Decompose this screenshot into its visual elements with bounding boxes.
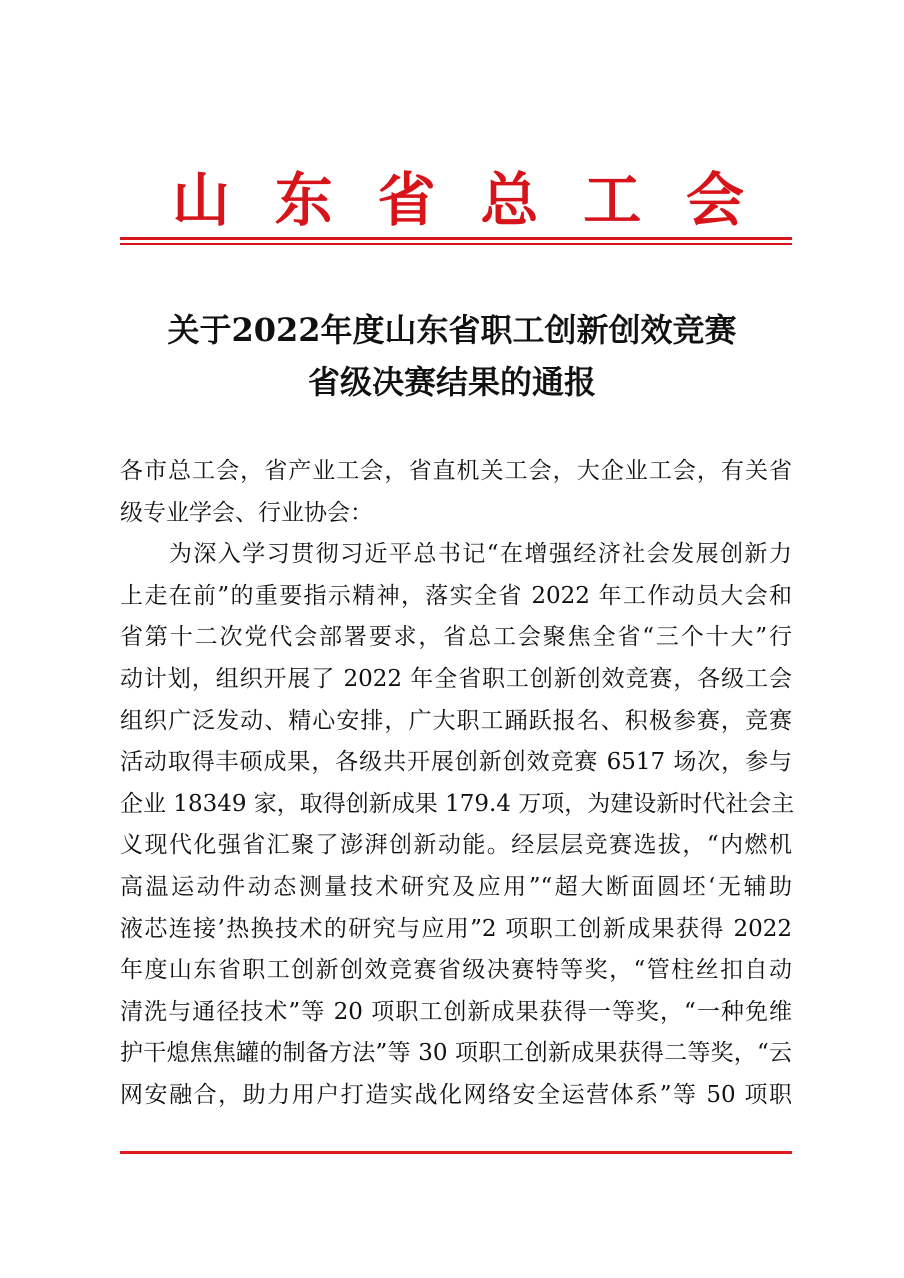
masthead-char: 省 — [377, 166, 436, 234]
body-line: 各市总工会，省产业工会，省直机关工会，大企业工会，有关省 — [120, 458, 792, 484]
body-line: 为深入学习贯彻习近平总书记“在增强经济社会发展创新力 — [120, 541, 792, 568]
body-line: 活动取得丰硕成果，各级共开展创新创效竞赛 6517 场次，参与 — [120, 749, 792, 776]
body-line: 高温运动件动态测量技术研究及应用”“超大断面圆坯‘无辅助 — [120, 873, 792, 900]
body-line: 年度山东省职工创新创效竞赛省级决赛特等奖，“管柱丝扣自动 — [120, 957, 792, 984]
body-line: 动计划，组织开展了 2022 年全省职工创新创效竞赛，各级工会 — [120, 665, 792, 692]
document-body — [120, 451, 795, 1117]
body-line: 省第十二次党代会部署要求，省总工会聚焦全省“三个十大”行 — [120, 624, 792, 651]
body-line: 清洗与通径技术”等 20 项职工创新成果获得一等奖，“一种免维 — [120, 998, 792, 1025]
footer-divider — [120, 1151, 792, 1154]
body-line: 护干熄焦焦罐的制备方法”等 30 项职工创新成果获得二等奖，“云 — [120, 1040, 792, 1067]
masthead-char: 东 — [274, 166, 333, 234]
header-divider-thin — [120, 243, 792, 245]
document-title-line-1: 关于2022年度山东省职工创新创效竞赛 — [167, 311, 737, 349]
body-line: 义现代化强省汇聚了澎湃创新动能。经层层竞赛选拔，“内燃机 — [120, 832, 792, 859]
body-line: 组织广泛发动、精心安排，广大职工踊跃报名、积极参赛，竞赛 — [120, 707, 792, 734]
masthead-char: 会 — [685, 166, 744, 234]
header-divider-thick — [120, 237, 792, 240]
body-line: 液芯连接’热换技术的研究与应用”2 项职工创新成果获得 2022 — [120, 915, 792, 942]
masthead-char: 工 — [583, 166, 642, 234]
body-line: 企业 18349 家，取得创新成果 179.4 万项，为建设新时代社会主 — [120, 790, 795, 817]
masthead — [172, 165, 744, 235]
masthead-char: 总 — [480, 166, 539, 234]
body-line: 网安融合，助力用户打造实战化网络安全运营体系”等 50 项职 — [120, 1081, 792, 1108]
masthead-char: 山 — [172, 166, 231, 234]
document-title-line-2: 省级决赛结果的通报 — [307, 363, 596, 401]
body-line: 级专业学会、行业协会： — [120, 499, 373, 526]
body-line: 上走在前”的重要指示精神，落实全省 2022 年工作动员大会和 — [120, 582, 792, 609]
